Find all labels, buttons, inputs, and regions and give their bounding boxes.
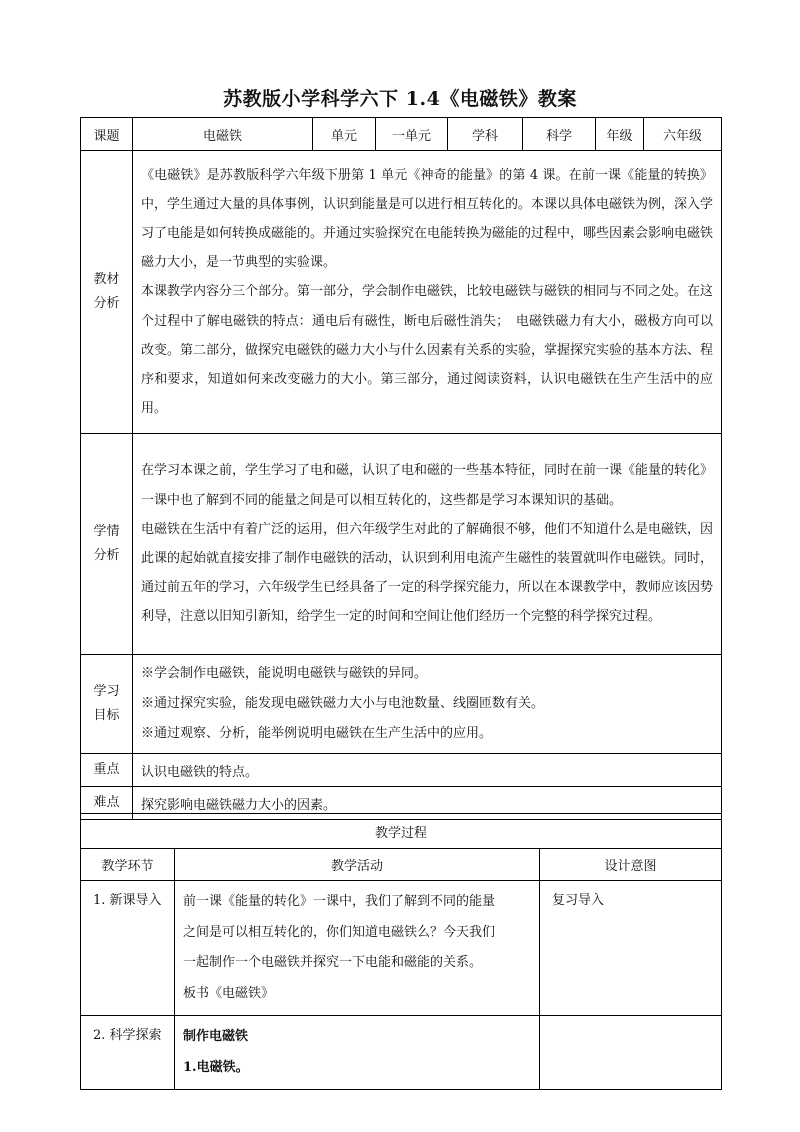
objectives-label-line2: 目标 bbox=[93, 708, 120, 723]
unit-label: 单元 bbox=[313, 118, 376, 151]
student-analysis-paragraph: 在学习本课之前，学生学习了电和磁，认识了电和磁的一些基本特征，同时在前一课《能量的转化》一课中也了解到不同的能量之间是可以相互转化的，这些都是学习本课知识的基础。 bbox=[141, 463, 714, 508]
teaching-process-table bbox=[80, 813, 722, 1090]
document-title: 苏教版小学科学六下 1.4《电磁铁》教案 bbox=[223, 88, 577, 110]
objectives-label-line1: 学习 bbox=[93, 684, 120, 699]
stage-cell: 1. 新课导入 bbox=[81, 881, 175, 1016]
student-analysis-row bbox=[81, 434, 722, 655]
objective-item: ※通过观察、分析，能举例说明电磁铁在生产生活中的应用。 bbox=[141, 726, 493, 741]
stage-cell: 2. 科学探索 bbox=[81, 1016, 175, 1090]
unit-value: 一单元 bbox=[376, 118, 448, 151]
objective-item: ※通过探究实验，能发现电磁铁磁力大小与电池数量、线圈匝数有关。 bbox=[141, 696, 545, 711]
textbook-analysis-row bbox=[81, 151, 722, 434]
objectives-content bbox=[133, 655, 722, 754]
activity-heading: 制作电磁铁 bbox=[183, 1029, 249, 1044]
activity-line: 板书《电磁铁》 bbox=[183, 985, 275, 1001]
objective-item: ※学会制作电磁铁，能说明电磁铁与磁铁的异同。 bbox=[141, 666, 428, 681]
student-analysis-content bbox=[133, 434, 722, 655]
objectives-label bbox=[81, 655, 133, 754]
activity-cell bbox=[175, 881, 540, 1016]
objectives-row bbox=[81, 655, 722, 754]
grade-label: 年级 bbox=[596, 118, 644, 151]
column-header-activity: 教学活动 bbox=[175, 849, 540, 881]
info-header-row bbox=[81, 118, 722, 151]
student-analysis-label-line1: 学情 bbox=[93, 524, 120, 539]
intent-cell: 复习导入 bbox=[540, 881, 722, 1016]
column-header-stage: 教学环节 bbox=[81, 849, 175, 881]
topic-value: 电磁铁 bbox=[133, 118, 313, 151]
column-header-intent: 设计意图 bbox=[540, 849, 722, 881]
intent-cell bbox=[540, 1016, 722, 1090]
activity-line: 前一课《能量的转化》一课中，我们了解到不同的能量 bbox=[183, 894, 496, 909]
textbook-analysis-paragraph: 《电磁铁》是苏教版科学六年级下册第 1 单元《神奇的能量》的第 4 课。在前一课《能量的转换》中，学生通过大量的具体事例，认识到能量是可以进行相互转化的。本课以具体电磁铁为例，深入学习了电能是如何转换成磁能的。并通过实验探究在电能转换为磁能的过程中，哪些因素会影响电磁铁磁力大小，是一节典型的实验课。 bbox=[141, 167, 714, 271]
process-title-row bbox=[81, 814, 722, 849]
difficulty-value: 探究影响电磁铁磁力大小的因素。 bbox=[133, 787, 722, 820]
activity-cell bbox=[175, 1016, 540, 1090]
lesson-info-table bbox=[80, 117, 722, 820]
topic-label: 课题 bbox=[81, 118, 133, 151]
table-row bbox=[81, 881, 722, 1016]
textbook-analysis-label-line1: 教材 bbox=[93, 272, 120, 287]
student-analysis-label bbox=[81, 434, 133, 655]
textbook-analysis-content bbox=[133, 151, 722, 434]
process-column-header-row bbox=[81, 849, 722, 881]
key-point-label: 重点 bbox=[81, 754, 133, 787]
activity-subheading: 1.电磁铁。 bbox=[183, 1059, 249, 1075]
textbook-analysis-paragraph: 本课教学内容分三个部分。第一部分，学会制作电磁铁，比较电磁铁与磁铁的相同与不同之处。在这个过程中了解电磁铁的特点：通电后有磁性，断电后磁性消失； 电磁铁磁力有大小，磁极方向可以改变。第二部分，做探究电磁铁的磁力大小与什么因素有关系的实验，掌握探究实验的基本方法、程序和要求，知道如何来改变磁力的大小。第三部分，通过阅读资料，认识电磁铁在生产生活中的应用。 bbox=[141, 284, 714, 417]
activity-line: 之间是可以相互转化的，你们知道电磁铁么？今天我们 bbox=[183, 924, 496, 940]
textbook-analysis-label-line2: 分析 bbox=[93, 296, 120, 311]
subject-label: 学科 bbox=[448, 118, 523, 151]
key-point-row bbox=[81, 754, 722, 787]
activity-line: 一起制作一个电磁铁并探究一下电能和磁能的关系。 bbox=[183, 955, 483, 970]
subject-value: 科学 bbox=[523, 118, 596, 151]
difficulty-label: 难点 bbox=[81, 787, 133, 820]
process-title: 教学过程 bbox=[81, 814, 722, 849]
grade-value: 六年级 bbox=[644, 118, 722, 151]
textbook-analysis-label bbox=[81, 151, 133, 434]
student-analysis-paragraph: 电磁铁在生活中有着广泛的运用，但六年级学生对此的了解确很不够，他们不知道什么是电磁铁，因此课的起始就直接安排了制作电磁铁的活动，认识到利用电流产生磁性的装置就叫作电磁铁。同时，通过前五年的学习，六年级学生已经具备了一定的科学探究能力，所以在本课教学中，教师应该因势利导，注意以旧知引新知，给学生一定的时间和空间让他们经历一个完整的科学探究过程。 bbox=[141, 521, 714, 625]
student-analysis-label-line2: 分析 bbox=[93, 548, 120, 563]
key-point-value: 认识电磁铁的特点。 bbox=[133, 754, 722, 787]
table-row bbox=[81, 1016, 722, 1090]
